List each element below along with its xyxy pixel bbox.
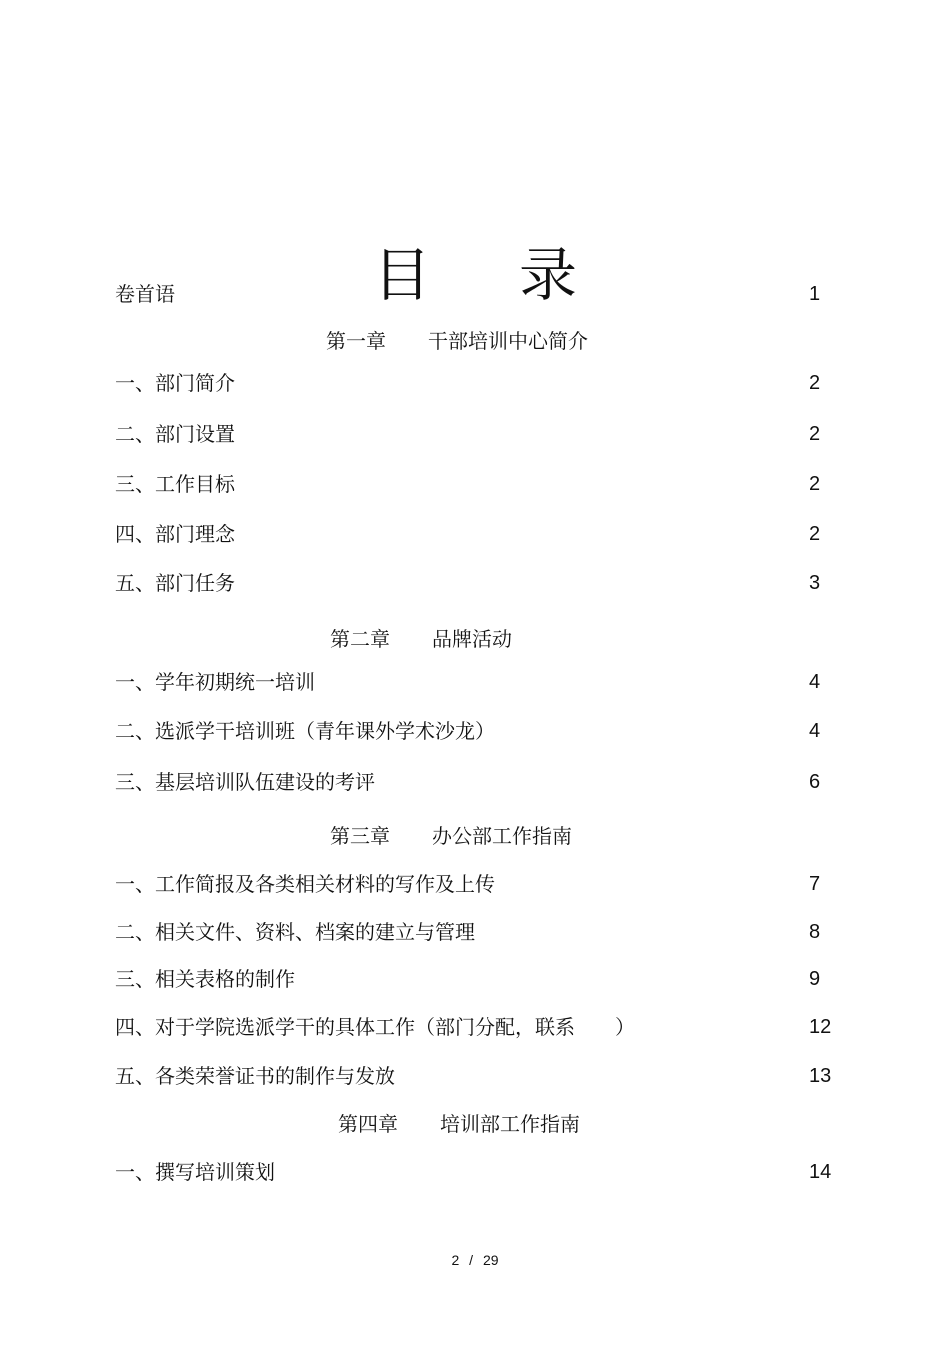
- toc-entry[interactable]: [115, 519, 835, 549]
- page-title-part1: 目: [372, 240, 431, 309]
- page-title-part2: 录: [519, 240, 578, 309]
- toc-entry-label: 三、基层培训队伍建设的考评: [115, 770, 375, 794]
- toc-entry-label: 三、工作目标: [115, 472, 235, 496]
- chapter-title: 办公部工作指南: [432, 824, 572, 848]
- toc-entry-page: 14: [809, 1161, 832, 1183]
- toc-entry-page: 8: [809, 921, 821, 943]
- chapter-heading-3[interactable]: [330, 821, 572, 851]
- toc-entry-label: 二、选派学干培训班（青年课外学术沙龙）: [115, 719, 495, 743]
- toc-entry-page: 1: [809, 283, 821, 305]
- chapter-heading-1[interactable]: [326, 326, 588, 356]
- toc-entry-page: 2: [809, 523, 821, 545]
- toc-entry-page: 2: [809, 473, 821, 495]
- chapter-heading-2[interactable]: [330, 624, 512, 654]
- toc-entry-page: 13: [809, 1065, 832, 1087]
- toc-entry-label: 卷首语: [115, 282, 175, 306]
- toc-entry[interactable]: [115, 917, 835, 947]
- toc-entry[interactable]: [115, 716, 835, 746]
- toc-entry[interactable]: [115, 1157, 835, 1187]
- toc-entry-page: 4: [809, 671, 821, 693]
- toc-entry-label: 四、对于学院选派学干的具体工作（部门分配，联系 ）: [115, 1015, 635, 1039]
- toc-entry[interactable]: [115, 1012, 835, 1042]
- chapter-number: 第一章: [326, 329, 386, 353]
- toc-entry-page: 9: [809, 968, 821, 990]
- toc-entry-page: 7: [809, 873, 821, 895]
- toc-entry-label: 三、相关表格的制作: [115, 967, 295, 991]
- toc-entry-label: 一、部门简介: [115, 371, 235, 395]
- toc-entry-page: 2: [809, 423, 821, 445]
- toc-entry-label: 五、部门任务: [115, 571, 235, 595]
- toc-entry-label: 二、相关文件、资料、档案的建立与管理: [115, 920, 475, 944]
- toc-entry-label: 五、各类荣誉证书的制作与发放: [115, 1064, 395, 1088]
- chapter-title: 品牌活动: [432, 627, 512, 651]
- toc-entry[interactable]: [115, 419, 835, 449]
- page-indicator: 2 / 29: [451, 1252, 499, 1268]
- toc-entry-page: 12: [809, 1016, 832, 1038]
- toc-entry[interactable]: [115, 964, 835, 994]
- toc-entry[interactable]: [115, 568, 835, 598]
- toc-entry-label: 四、部门理念: [115, 522, 235, 546]
- toc-entry[interactable]: [115, 767, 835, 797]
- toc-entry-preface[interactable]: [115, 279, 835, 309]
- toc-entry[interactable]: [115, 1061, 835, 1091]
- toc-entry[interactable]: [115, 869, 835, 899]
- toc-entry[interactable]: [115, 368, 835, 398]
- chapter-number: 第三章: [330, 824, 390, 848]
- toc-entry-label: 一、工作简报及各类相关材料的写作及上传: [115, 872, 495, 896]
- toc-entry-label: 一、学年初期统一培训: [115, 670, 315, 694]
- chapter-title: 培训部工作指南: [440, 1112, 580, 1136]
- chapter-number: 第四章: [338, 1112, 398, 1136]
- chapter-heading-4[interactable]: [338, 1109, 580, 1139]
- toc-entry-label: 二、部门设置: [115, 422, 235, 446]
- chapter-number: 第二章: [330, 627, 390, 651]
- toc-entry[interactable]: [115, 667, 835, 697]
- toc-entry-page: 6: [809, 771, 821, 793]
- toc-entry-page: 3: [809, 572, 821, 594]
- toc-entry[interactable]: [115, 469, 835, 499]
- toc-entry-page: 4: [809, 720, 821, 742]
- toc-entry-label: 一、撰写培训策划: [115, 1160, 275, 1184]
- chapter-title: 干部培训中心简介: [428, 329, 588, 353]
- toc-entry-page: 2: [809, 372, 821, 394]
